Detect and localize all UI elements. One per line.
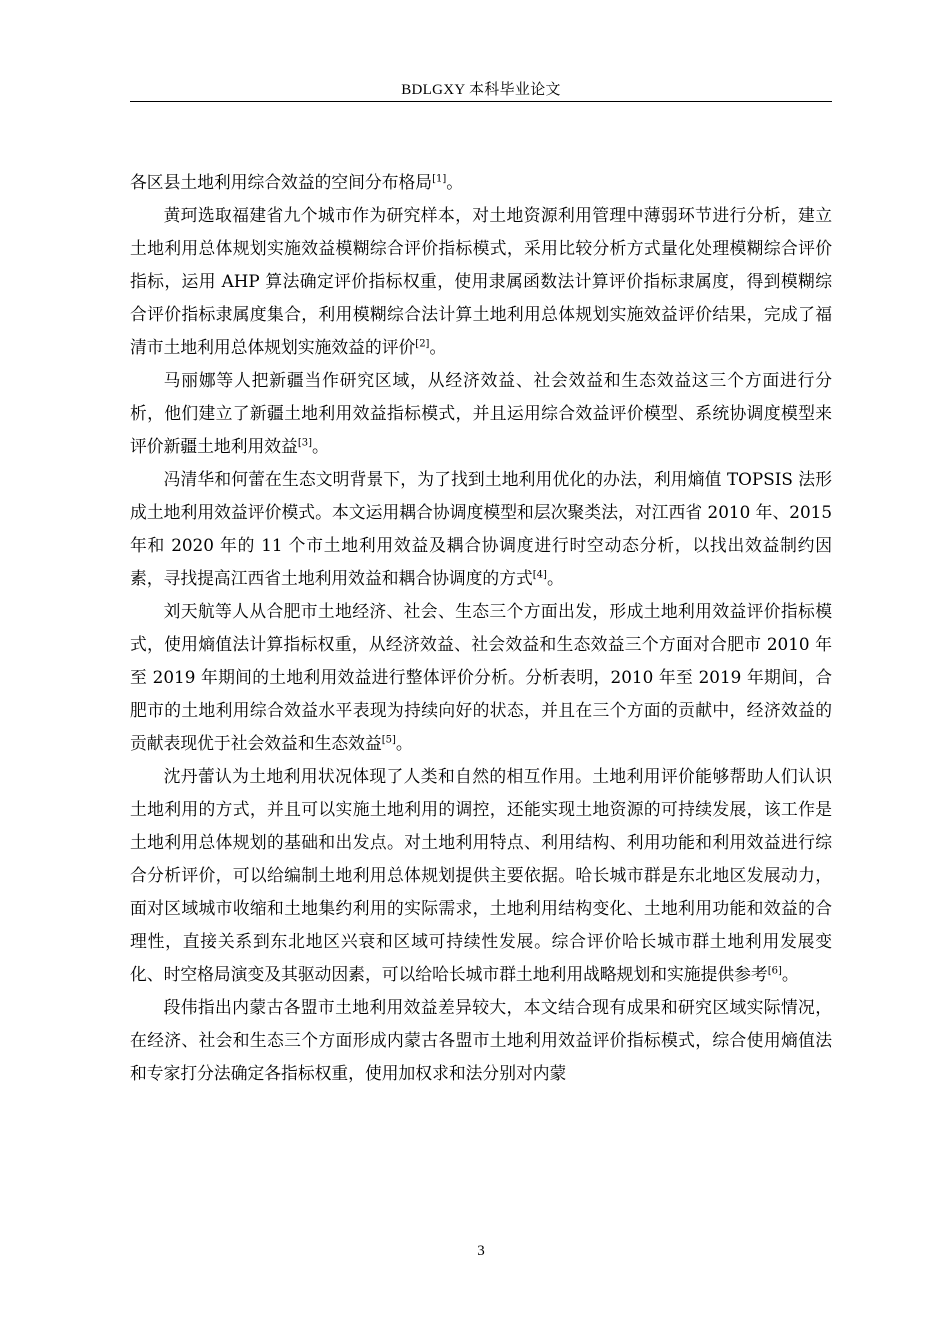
citation-marker: [6] bbox=[767, 965, 782, 977]
paragraph-text: 沈丹蕾认为土地利用状况体现了人类和自然的相互作用。土地利用评价能够帮助人们认识土地利用的方式，并且可以实施土地利用的调控，还能实现土地资源的可持续发展，该工作是土地利用总体规划的基础和出发点。对土地利用特点、利用结构、利用功能和利用效益进行综合分析评价，可以给编制土地利用总体规划提供主要依据。哈长城市群是东北地区发展动力，面对区域城市收缩和土地集约利用的实际需求，土地利用结构变化、土地利用功能和效益的合理性，直接关系到东北地区兴衰和区域可持续性发展。综合评价哈长城市群土地利用发展变化、时空格局演变及其驱动因素，可以给哈长城市群土地利用战略规划和实施提供参考 bbox=[130, 766, 832, 984]
paragraph-tail: 。 bbox=[781, 964, 799, 984]
running-header: BDLGXY 本科毕业论文 bbox=[401, 82, 561, 98]
paragraph-text: 黄珂选取福建省九个城市作为研究样本，对土地资源利用管理中薄弱环节进行分析，建立土地利用总体规划实施效益模糊综合评价指标模式，采用比较分析方式量化处理模糊综合评价指标，运用 AHP 算法确定评价指标权重，使用隶属函数法计算评价指标隶属度，得到模糊综合评价指标隶属度集合，利用模糊综合法计算土地利用总体规划实施效益评价结果，完成了福清市土地利用总体规划实施效益的评价 bbox=[130, 205, 832, 357]
body-text bbox=[130, 166, 832, 1090]
paragraph-continuation bbox=[130, 166, 832, 199]
paragraph-ma-lina bbox=[130, 364, 832, 463]
paragraph-feng-qinghua bbox=[130, 463, 832, 595]
citation-marker: [3] bbox=[297, 437, 312, 449]
paragraph-tail: 。 bbox=[446, 172, 464, 192]
citation-marker: [2] bbox=[415, 338, 430, 350]
paragraph-text: 各区县土地利用综合效益的空间分布格局 bbox=[130, 172, 433, 192]
paragraph-text: 段伟指出内蒙古各盟市土地利用效益差异较大，本文结合现有成果和研究区域实际情况，在经济、社会和生态三个方面形成内蒙古各盟市土地利用效益评价指标模式，综合使用熵值法和专家打分法确定各指标权重，使用加权求和法分别对内蒙 bbox=[130, 997, 832, 1083]
paragraph-tail: 。 bbox=[546, 568, 564, 588]
citation-marker: [5] bbox=[381, 734, 396, 746]
paragraph-text: 刘天航等人从合肥市土地经济、社会、生态三个方面出发，形成土地利用效益评价指标模式，使用熵值法计算指标权重，从经济效益、社会效益和生态效益三个方面对合肥市 2010 年至 2019 年期间的土地利用效益进行整体评价分析。分析表明，2010 年至 2019 年期间，合肥市的土地利用综合效益水平表现为持续向好的状态，并且在三个方面的贡献中，经济效益的贡献表现优于社会效益和生态效益 bbox=[130, 601, 832, 753]
paragraph-text: 马丽娜等人把新疆当作研究区域，从经济效益、社会效益和生态效益这三个方面进行分析，他们建立了新疆土地利用效益指标模式，并且运用综合效益评价模型、系统协调度模型来评价新疆土地利用效益 bbox=[130, 370, 832, 456]
paragraph-shen-danlei bbox=[130, 760, 832, 991]
citation-marker: [4] bbox=[532, 569, 547, 581]
paragraph-tail: 。 bbox=[429, 337, 447, 357]
citation-marker: [1] bbox=[432, 173, 447, 185]
header-rule bbox=[130, 101, 832, 102]
page-number: 3 bbox=[477, 1243, 485, 1259]
paragraph-tail: 。 bbox=[395, 733, 413, 753]
paragraph-text: 冯清华和何蕾在生态文明背景下，为了找到土地利用优化的办法，利用熵值 TOPSIS 法形成土地利用效益评价模式。本文运用耦合协调度模型和层次聚类法，对江西省 2010 年、2015 年和 2020 年的 11 个市土地利用效益及耦合协调度进行时空动态分析，以找出效益制约因素，寻找提高江西省土地利用效益和耦合协调度的方式 bbox=[130, 469, 832, 588]
paragraph-duan-wei bbox=[130, 991, 832, 1090]
paragraph-huang-ke bbox=[130, 199, 832, 364]
paragraph-tail: 。 bbox=[312, 436, 329, 456]
paragraph-liu-tianhang bbox=[130, 595, 832, 760]
